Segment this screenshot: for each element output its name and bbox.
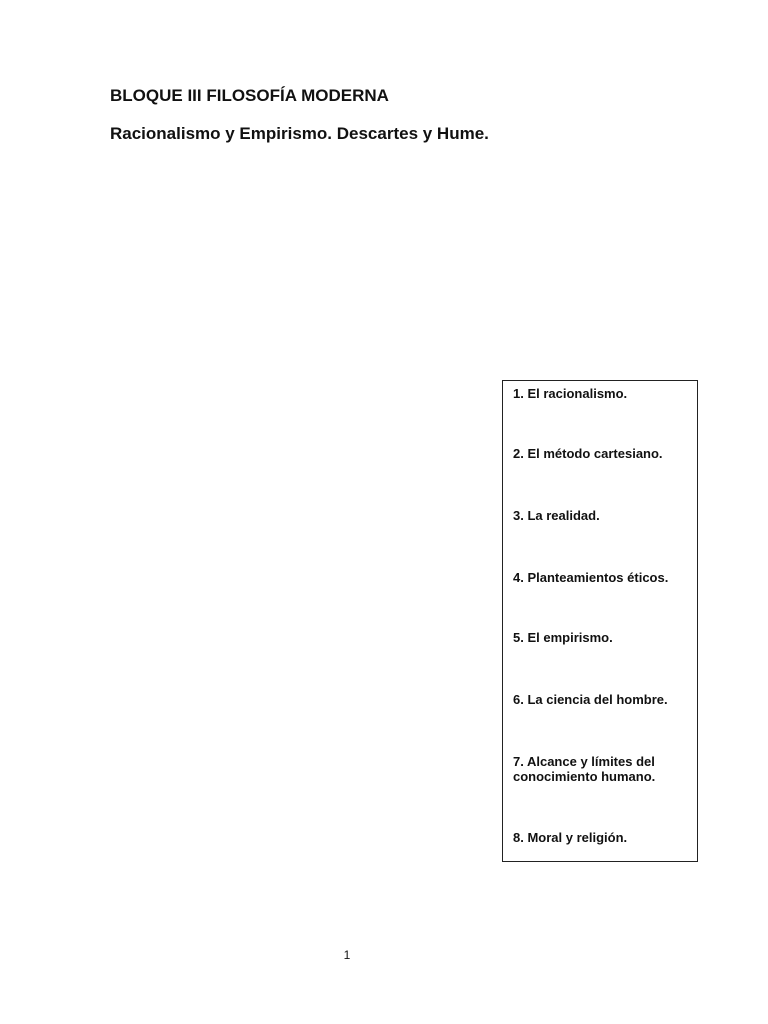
toc-item-1: 1. El racionalismo. bbox=[513, 386, 628, 401]
toc-item-7: 7. Alcance y límites del conocimiento humano. bbox=[513, 754, 656, 784]
document-title: BLOQUE III FILOSOFÍA MODERNA bbox=[110, 86, 389, 105]
table-of-contents bbox=[502, 380, 698, 862]
page-number: 1 bbox=[343, 948, 351, 962]
toc-item-4: 4. Planteamientos éticos. bbox=[513, 570, 669, 585]
document-subtitle: Racionalismo y Empirismo. Descartes y Hume. bbox=[110, 124, 489, 143]
toc-item-5: 5. El empirismo. bbox=[513, 630, 613, 645]
toc-item-3: 3. La realidad. bbox=[513, 508, 600, 523]
toc-item-8: 8. Moral y religión. bbox=[513, 830, 628, 845]
toc-item-6: 6. La ciencia del hombre. bbox=[513, 692, 668, 707]
toc-item-2: 2. El método cartesiano. bbox=[513, 446, 663, 461]
